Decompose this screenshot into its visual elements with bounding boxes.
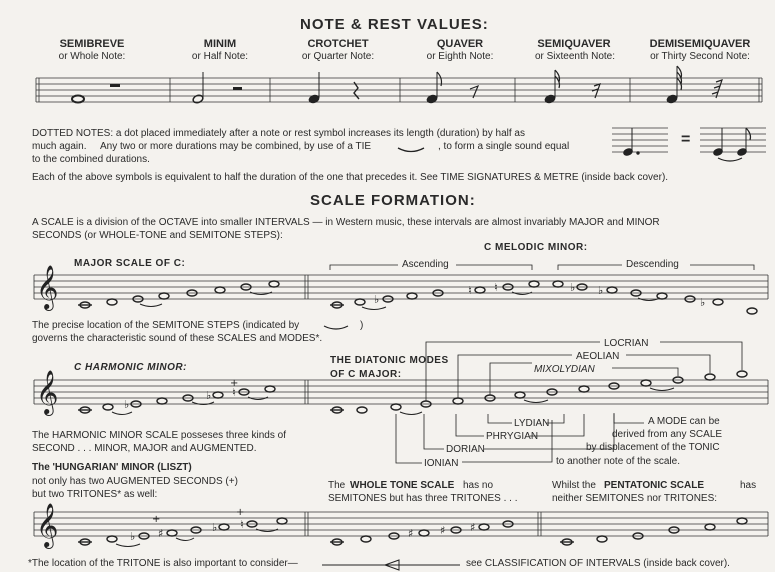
dotted-line-3: to the combined durations.: [32, 154, 150, 165]
mode-ionian: IONIAN: [424, 458, 459, 469]
dotted-line-1: DOTTED NOTES: a dot placed immediately after a note or rest symbol increases its length (duration) by half as: [32, 128, 525, 139]
demisemiquaver-rest: [712, 80, 722, 98]
footer-right: see CLASSIFICATION OF INTERVALS (inside back cover).: [466, 558, 730, 569]
scale-title: SCALE FORMATION:: [310, 192, 476, 209]
hungarian-2: not only has two AUGMENTED SECONDS (+): [32, 476, 238, 487]
svg-text:𝄞: 𝄞: [36, 503, 59, 547]
dotted-line-2b: Any two or more durations may be combined, by use of a TIE: [100, 141, 372, 152]
wholetone-1c: has no: [463, 480, 494, 491]
note-name-demisemiquaver: DEMISEMIQUAVER: [649, 38, 751, 50]
note-name-crotchet: CROTCHET: [307, 38, 369, 50]
svg-text:♯: ♯: [470, 521, 476, 534]
scale-intro-2: SECONDS (or WHOLE-TONE and SEMITONE STEPS):: [32, 230, 283, 241]
tie-icon: [398, 148, 424, 152]
page-title: NOTE & REST VALUES:: [300, 16, 489, 33]
svg-text:+: +: [236, 507, 245, 518]
svg-text:♭: ♭: [124, 398, 130, 411]
quaver-note: [426, 94, 438, 104]
svg-text:♯: ♯: [408, 527, 414, 540]
wholetone-1a: The: [328, 480, 346, 491]
note-name-semiquaver: SEMIQUAVER: [537, 38, 611, 50]
pentatonic-1b: PENTATONIC SCALE: [604, 480, 705, 491]
major-scale-notes: [78, 281, 279, 308]
semitone-slur-icon: [324, 326, 348, 329]
svg-text:♮: ♮: [232, 386, 236, 399]
note-name-minim: MINIM: [203, 38, 237, 50]
pentatonic-notes: [560, 518, 747, 545]
semibreve-rest: [110, 84, 120, 87]
note-sub-semiquaver: or Sixteenth Note:: [534, 51, 616, 62]
melodic-minor-notes: [330, 281, 757, 314]
svg-text:♭: ♭: [598, 284, 604, 297]
note-sub-minim: or Half Note:: [191, 51, 249, 62]
semibreve-note: [72, 96, 84, 103]
semitone-note-2: governs the characteristic sound of these SCALES and MODES*.: [32, 333, 323, 344]
svg-text:♭: ♭: [206, 389, 212, 402]
scale-staff-row2: [34, 380, 768, 404]
melodic-brackets: [330, 265, 754, 270]
dotted-line-2c: , to form a single sound equal: [438, 141, 570, 152]
mode-mixolydian: MIXOLYDIAN: [534, 364, 595, 375]
svg-text:♭: ♭: [212, 521, 218, 534]
note-sub-semibreve: or Whole Note:: [58, 51, 126, 62]
semitone-note-1b: ): [360, 320, 364, 331]
harmonic-text-2: SECOND . . . MINOR, MAJOR and AUGMENTED.: [32, 443, 257, 454]
note-value-symbols: [72, 66, 722, 104]
crotchet-rest: [354, 82, 359, 99]
scale-intro-1: A SCALE is a division of the OCTAVE into smaller INTERVALS — in Western music, these intervals are almost invariably MAJOR and MINOR: [32, 217, 660, 228]
mode-phrygian: PHRYGIAN: [486, 431, 539, 442]
dotted-line-2a: much again.: [32, 141, 87, 152]
semitone-note-1: The precise location of the SEMITONE STEPS (indicated by: [32, 320, 300, 331]
ascending-label: Ascending: [402, 259, 449, 270]
dotted-line-4: Each of the above symbols is equivalent to half the duration of the one that precedes it. See TIME SIGNATURES & METRE (inside back cover).: [32, 172, 669, 183]
footer-left: *The location of the TRITONE is also important to consider—: [28, 558, 298, 569]
wholetone-2: SEMITONES but has three TRITONES . . .: [328, 493, 518, 504]
harmonic-text-1: The HARMONIC MINOR SCALE posseses three kinds of: [32, 430, 286, 441]
demisemiquaver-note: [666, 94, 678, 104]
svg-text:+: +: [230, 378, 239, 389]
dotted-examples: [623, 128, 751, 161]
scale-staff-row1: [34, 275, 768, 299]
descending-label: Descending: [626, 259, 679, 270]
semiquaver-flags: [555, 70, 560, 88]
melodic-minor-label: C MELODIC MINOR:: [484, 242, 588, 253]
svg-text:♭: ♭: [374, 293, 380, 306]
svg-text:+: +: [152, 514, 161, 525]
note-sub-demisemiquaver: or Thirty Second Note:: [650, 51, 750, 62]
major-scale-label: MAJOR SCALE OF C:: [74, 258, 186, 269]
equals-sign: =: [681, 131, 691, 148]
harmonic-minor-label: C HARMONIC MINOR:: [74, 362, 187, 373]
modes-brackets: [396, 342, 742, 463]
staff-lines: [34, 78, 768, 536]
svg-text:♮: ♮: [240, 518, 244, 531]
svg-text:♭: ♭: [130, 530, 136, 543]
hungarian-3: but two TRITONES* as well:: [32, 489, 158, 500]
hungarian-notes: [78, 518, 287, 547]
minim-rest: [233, 87, 242, 90]
svg-text:♭: ♭: [570, 281, 576, 294]
note-sub-crotchet: or Quarter Note:: [301, 51, 375, 62]
svg-text:♮: ♮: [494, 281, 498, 294]
semiquaver-note: [544, 94, 556, 104]
pentatonic-2: neither SEMITONES nor TRITONES:: [552, 493, 718, 504]
pentatonic-1c: has: [740, 480, 757, 491]
mode-note-1: A MODE can be: [648, 416, 720, 427]
svg-text:♭: ♭: [700, 296, 706, 309]
wholetone-notes: [330, 521, 513, 545]
crotchet-note: [308, 94, 320, 104]
modes-title-2: OF C MAJOR:: [330, 369, 402, 380]
note-sub-quaver: or Eighth Note:: [426, 51, 494, 62]
mode-dorian: DORIAN: [446, 444, 485, 455]
mode-lydian: LYDIAN: [514, 418, 550, 429]
tritone-symbol-icon: [322, 560, 460, 570]
mode-note-3: by displacement of the TONIC: [586, 442, 720, 453]
hungarian-1: The 'HUNGARIAN' MINOR (LISZT): [32, 462, 192, 473]
note-values-staff: [36, 78, 762, 102]
note-name-semibreve: SEMIBREVE: [59, 38, 125, 50]
svg-text:♮: ♮: [468, 284, 472, 297]
mode-note-4: to another note of the scale.: [556, 456, 680, 467]
mode-aeolian: AEOLIAN: [576, 351, 620, 362]
wholetone-1b: WHOLE TONE SCALE: [350, 480, 455, 491]
minim-note: [192, 94, 204, 104]
svg-text:𝄞: 𝄞: [36, 370, 59, 414]
treble-clef-icon: [36, 265, 58, 549]
modes-notes: [330, 371, 747, 415]
svg-text:♯: ♯: [158, 527, 164, 540]
mode-locrian: LOCRIAN: [604, 338, 649, 349]
mode-note-2: derived from any SCALE: [612, 429, 723, 440]
svg-text:𝄞: 𝄞: [36, 265, 59, 309]
harmonic-minor-notes: [78, 386, 275, 415]
pentatonic-1a: Whilst the: [552, 480, 596, 491]
modes-title-1: THE DIATONIC MODES: [330, 355, 449, 366]
accidental-flats: [374, 281, 705, 309]
svg-text:♯: ♯: [440, 524, 446, 537]
note-name-quaver: QUAVER: [436, 38, 484, 50]
harmonic-accidentals: [124, 378, 238, 411]
